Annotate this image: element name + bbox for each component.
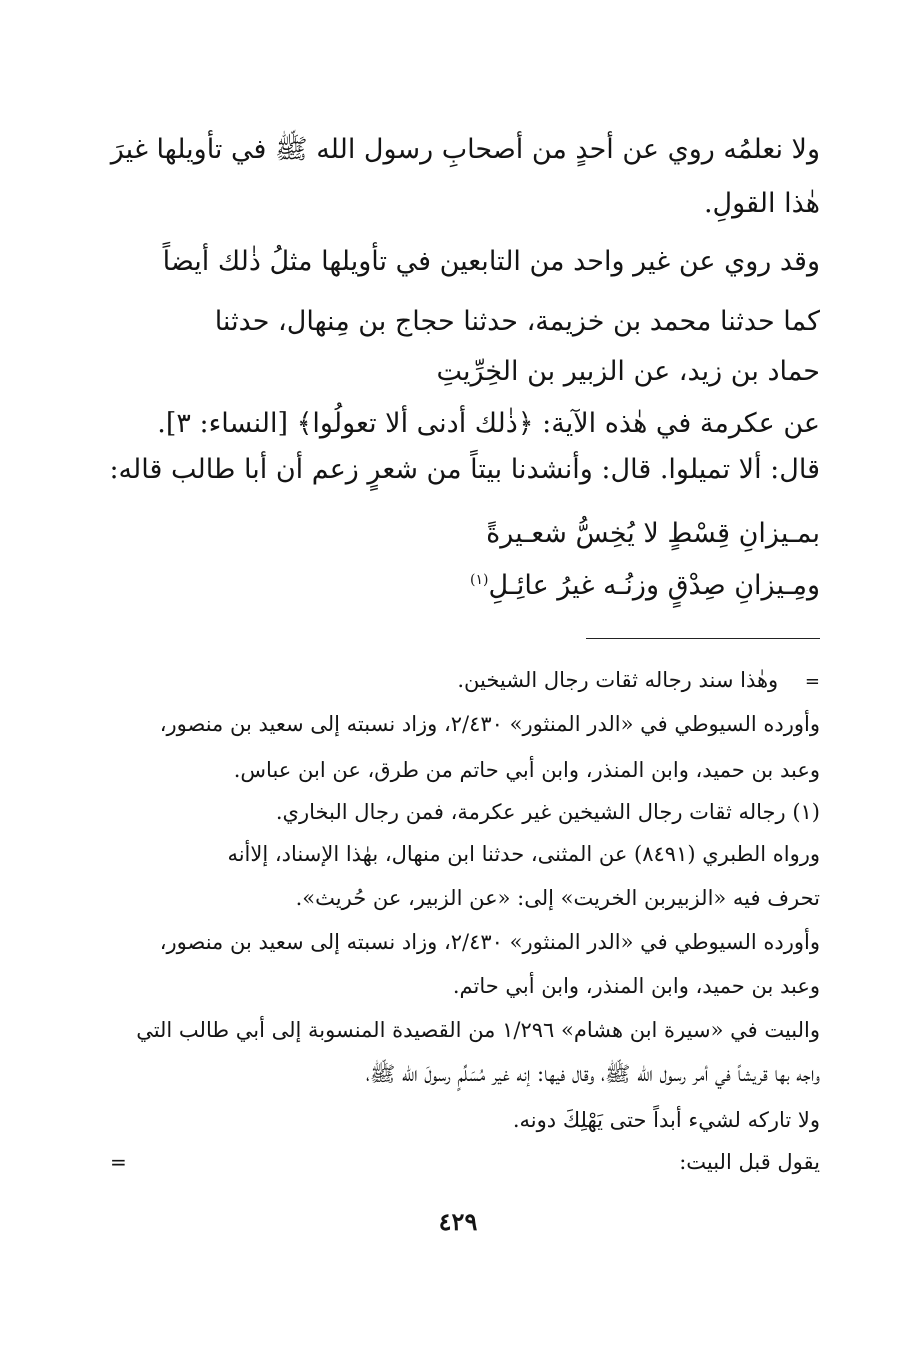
paragraph-3-end: حماد بن زيد، عن الزبير بن الخِرِّيتِ	[436, 356, 820, 387]
paragraph-1-end: هٰذا القولِ.	[703, 188, 820, 219]
verse-hemistich-1: بمـيزانِ قِسْطٍ لا يُخِسُّ شعـيرةً	[486, 518, 820, 549]
continuation-mark: =	[804, 671, 820, 692]
footnote-line-1	[118, 664, 820, 698]
footnote-line-9: والبيت في «سيرة ابن هشام» ١/٢٩٦ من القصيدة المنسوبة إلى أبي طالب التي	[136, 1018, 820, 1042]
footnote-line-2: وأورده السيوطي في «الدر المنثور» ٢/٤٣٠، وزاد نسبته إلى سعيد بن منصور،	[159, 712, 820, 736]
footnote-line-10: واجه بها قريشاً في أمر رسول الله ﷺ، وقال فيها: إنه غير مُسَلِّمٍ رسولَ الله ﷺ،	[365, 1062, 820, 1086]
paragraph-1: ولا نعلمُه روي عن أحدٍ من أصحابِ رسول الله ﷺ في تأويلها غيرَ	[110, 134, 820, 165]
continuation-mark-end: =	[110, 1150, 127, 1174]
footnote-line-3: وعبد بن حميد، وابن المنذر، وابن أبي حاتم من طرق، عن ابن عباس.	[233, 758, 820, 782]
footnote-ref-1: (١)	[470, 572, 489, 588]
verse-hemistich-2: ومِـيزانِ صِدْقٍ وزنُـه غيرُ عائِـلِ	[488, 570, 820, 601]
paragraph-3: كما حدثنا محمد بن خزيمة، حدثنا حجاج بن مِنهال، حدثنا	[214, 306, 820, 337]
footnote-line-12: يقول قبل البيت:	[679, 1150, 820, 1174]
footnote-line-6: تحرف فيه «الزبيربن الخريت» إلى: «عن الزبير، عن حُريث».	[295, 886, 820, 910]
footnote-line-1-text: وهٰذا سند رجاله ثقات رجال الشيخين.	[457, 668, 779, 692]
footnote-line-5: ورواه الطبري (٨٤٩١) عن المثنى، حدثنا ابن منهال، بهٰذا الإسناد، إلاأنه	[227, 842, 820, 866]
paragraph-2: وقد روي عن غير واحد من التابعين في تأويلها مثلُ ذٰلك أيضاً	[162, 246, 820, 277]
footnote-line-11: ولا تاركه لشيء أبداً حتى يَهْلِكَ دونه.	[512, 1108, 820, 1132]
footnote-line-8: وعبد بن حميد، وابن المنذر، وابن أبي حاتم.	[452, 974, 820, 998]
paragraph-5: قال: ألا تميلوا. قال: وأنشدنا بيتاً من شعرٍ زعم أن أبا طالب قاله:	[109, 454, 820, 485]
footnote-divider	[586, 638, 820, 639]
footnote-line-4: (١) رجاله ثقات رجال الشيخين غير عكرمة، فمن رجال البخاري.	[275, 800, 820, 824]
footnote-line-7: وأورده السيوطي في «الدر المنثور» ٢/٤٣٠، وزاد نسبته إلى سعيد بن منصور،	[159, 930, 820, 954]
page-number: ٤٢٩	[438, 1207, 478, 1236]
paragraph-4: عن عكرمة في هٰذه الآية: ﴿ذٰلك أدنى ألا تعولُوا﴾ [النساء: ٣].	[157, 408, 820, 439]
verse-line-1	[120, 512, 820, 556]
verse-line-2	[120, 558, 820, 608]
